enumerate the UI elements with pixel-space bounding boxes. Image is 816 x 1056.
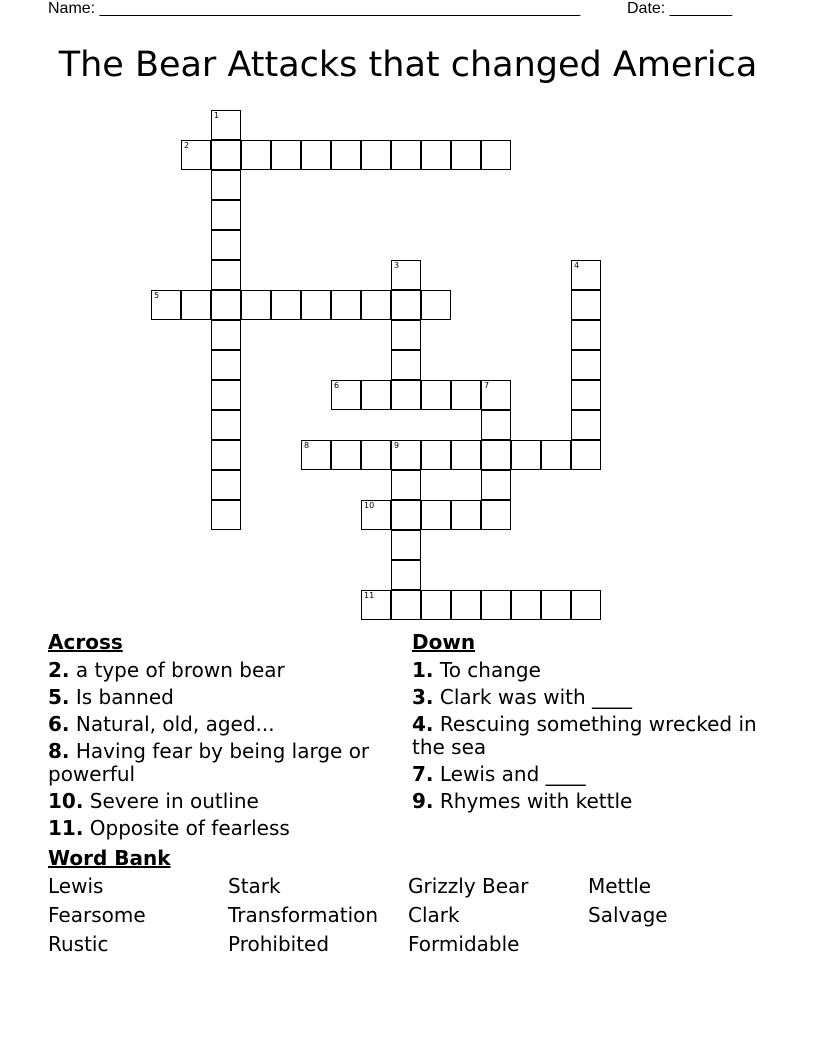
grid-cell[interactable] (421, 380, 451, 410)
clue-number-label: 4 (574, 261, 580, 270)
grid-cell[interactable] (211, 470, 241, 500)
clue-number: 6. (48, 712, 70, 736)
grid-cell[interactable] (421, 500, 451, 530)
grid-cell[interactable] (391, 320, 421, 350)
grid-cell[interactable] (211, 410, 241, 440)
clue-number-label: 9 (394, 441, 400, 450)
clue-down-4 (412, 713, 768, 759)
grid-cell[interactable] (181, 140, 211, 170)
grid-cell[interactable] (211, 320, 241, 350)
word-bank-item: Stark (228, 874, 281, 898)
grid-cell[interactable] (571, 410, 601, 440)
grid-cell[interactable] (271, 140, 301, 170)
grid-cell[interactable] (391, 560, 421, 590)
grid-cell[interactable] (451, 140, 481, 170)
grid-cell[interactable] (481, 500, 511, 530)
grid-cell[interactable] (391, 470, 421, 500)
grid-cell[interactable] (211, 200, 241, 230)
clue-number: 8. (48, 739, 70, 763)
grid-cell[interactable] (391, 140, 421, 170)
grid-cell[interactable] (451, 440, 481, 470)
clue-number: 7. (412, 762, 434, 786)
word-bank-item: Prohibited (228, 932, 330, 956)
clue-text: Clark was with ____ (439, 685, 632, 709)
clue-number-label: 8 (304, 441, 310, 450)
clue-across-10 (48, 790, 388, 813)
clue-down-9 (412, 790, 768, 813)
grid-cell[interactable] (391, 260, 421, 290)
grid-cell[interactable] (211, 260, 241, 290)
clue-text: Having fear by being large or powerful (48, 739, 370, 786)
word-bank (48, 874, 768, 956)
grid-cell[interactable] (331, 290, 361, 320)
grid-cell[interactable] (361, 590, 391, 620)
grid-cell[interactable] (481, 410, 511, 440)
grid-cell[interactable] (571, 590, 601, 620)
date-field: Date: _______ (627, 0, 732, 17)
grid-cell[interactable] (331, 440, 361, 470)
word-bank-item: Mettle (588, 874, 652, 898)
across-clue-list (48, 659, 388, 844)
grid-cell[interactable] (211, 440, 241, 470)
grid-cell[interactable] (301, 290, 331, 320)
grid-cell[interactable] (571, 260, 601, 290)
clue-text: Severe in outline (89, 789, 259, 813)
grid-cell[interactable] (421, 290, 451, 320)
grid-cell[interactable] (211, 290, 241, 320)
clue-number: 11. (48, 816, 84, 840)
grid-cell[interactable] (151, 290, 181, 320)
grid-cell[interactable] (331, 380, 361, 410)
grid-cell[interactable] (391, 590, 421, 620)
grid-cell[interactable] (481, 440, 511, 470)
clue-number-label: 7 (484, 381, 490, 390)
clue-text: Rescuing something wrecked in the sea (412, 712, 757, 759)
clue-number: 5. (48, 685, 70, 709)
clue-number: 4. (412, 712, 434, 736)
grid-cell[interactable] (391, 530, 421, 560)
word-bank-item: Lewis (48, 874, 104, 898)
clue-text: Rhymes with kettle (439, 789, 633, 813)
grid-cell[interactable] (421, 590, 451, 620)
grid-cell[interactable] (301, 140, 331, 170)
page-title: The Bear Attacks that changed America (58, 45, 758, 85)
grid-cell[interactable] (481, 590, 511, 620)
clue-number-label: 10 (364, 501, 375, 510)
clue-number-label: 2 (184, 141, 190, 150)
clue-number: 3. (412, 685, 434, 709)
grid-cell[interactable] (361, 290, 391, 320)
clue-number: 10. (48, 789, 84, 813)
grid-cell[interactable] (331, 140, 361, 170)
clue-across-2 (48, 659, 388, 682)
clue-text: a type of brown bear (75, 658, 285, 682)
grid-cell[interactable] (211, 170, 241, 200)
clue-text: Lewis and ____ (439, 762, 586, 786)
grid-cell[interactable] (181, 290, 211, 320)
grid-cell[interactable] (211, 380, 241, 410)
grid-cell[interactable] (211, 500, 241, 530)
clue-across-11 (48, 817, 388, 840)
grid-cell[interactable] (571, 380, 601, 410)
grid-cell[interactable] (391, 440, 421, 470)
clue-number-label: 5 (154, 291, 160, 300)
grid-cell[interactable] (451, 380, 481, 410)
clue-text: To change (439, 658, 541, 682)
grid-cell[interactable] (481, 380, 511, 410)
grid-cell[interactable] (211, 110, 241, 140)
clue-number: 9. (412, 789, 434, 813)
down-clue-list (412, 659, 768, 817)
grid-cell[interactable] (571, 290, 601, 320)
grid-cell[interactable] (301, 440, 331, 470)
clue-number-label: 1 (214, 111, 220, 120)
grid-cell[interactable] (391, 500, 421, 530)
clue-across-6 (48, 713, 388, 736)
grid-cell[interactable] (421, 140, 451, 170)
clue-down-1 (412, 659, 768, 682)
name-field: Name: ______________________________________________________ (48, 0, 581, 17)
grid-cell[interactable] (271, 290, 301, 320)
down-heading: Down (412, 630, 476, 654)
clue-across-5 (48, 686, 388, 709)
clue-text: Natural, old, aged... (75, 712, 275, 736)
grid-cell[interactable] (481, 470, 511, 500)
grid-cell[interactable] (391, 380, 421, 410)
clue-number-label: 11 (364, 591, 375, 600)
grid-cell[interactable] (451, 590, 481, 620)
clue-number: 2. (48, 658, 70, 682)
grid-cell[interactable] (361, 380, 391, 410)
clue-number-label: 6 (334, 381, 340, 390)
word-bank-item: Grizzly Bear (408, 874, 529, 898)
clue-number-label: 3 (394, 261, 400, 270)
word-bank-item: Fearsome (48, 903, 146, 927)
grid-cell[interactable] (361, 440, 391, 470)
word-bank-heading: Word Bank (48, 846, 171, 870)
grid-cell[interactable] (511, 440, 541, 470)
grid-cell[interactable] (451, 500, 481, 530)
clue-number: 1. (412, 658, 434, 682)
grid-cell[interactable] (211, 350, 241, 380)
grid-cell[interactable] (511, 590, 541, 620)
grid-cell[interactable] (571, 440, 601, 470)
grid-cell[interactable] (421, 440, 451, 470)
grid-cell[interactable] (361, 500, 391, 530)
grid-cell[interactable] (481, 140, 511, 170)
clue-text: Opposite of fearless (89, 816, 290, 840)
grid-cell[interactable] (541, 440, 571, 470)
grid-cell[interactable] (241, 290, 271, 320)
word-bank-item: Formidable (408, 932, 520, 956)
grid-cell[interactable] (391, 350, 421, 380)
grid-cell[interactable] (211, 230, 241, 260)
clue-text: Is banned (75, 685, 174, 709)
word-bank-item: Salvage (588, 903, 668, 927)
grid-cell[interactable] (211, 140, 241, 170)
clue-down-7 (412, 763, 768, 786)
grid-cell[interactable] (361, 140, 391, 170)
clue-across-8 (48, 740, 388, 786)
grid-cell[interactable] (241, 140, 271, 170)
word-bank-item: Clark (408, 903, 460, 927)
clue-down-3 (412, 686, 768, 709)
grid-cell[interactable] (541, 590, 571, 620)
grid-cell[interactable] (571, 320, 601, 350)
word-bank-item: Transformation (228, 903, 379, 927)
grid-cell[interactable] (571, 350, 601, 380)
word-bank-item: Rustic (48, 932, 109, 956)
grid-cell[interactable] (391, 290, 421, 320)
across-heading: Across (48, 630, 123, 654)
